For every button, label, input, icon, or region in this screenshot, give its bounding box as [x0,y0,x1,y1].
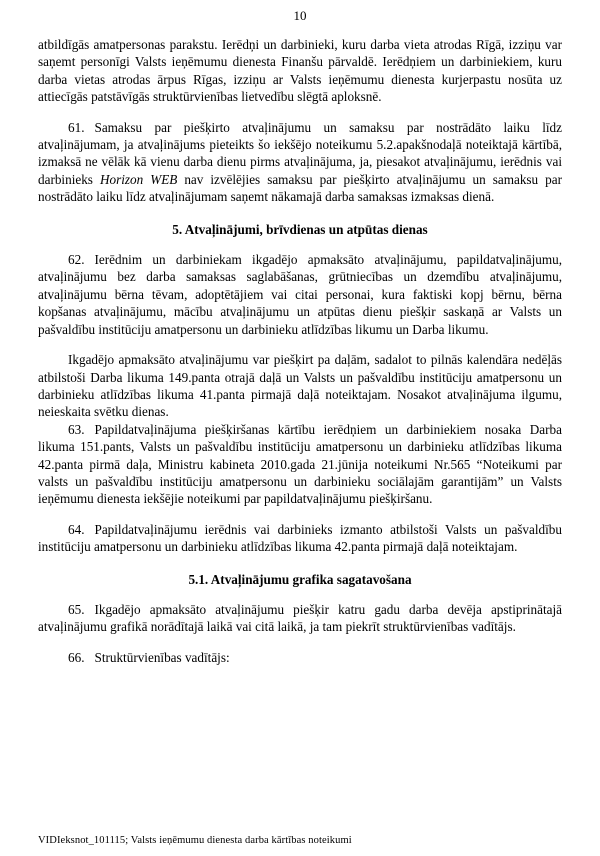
paragraph-62-text: Ierēdnim un darbiniekam ikgadējo apmaksāto atvaļinājumu, papildatvaļinājumu, atvaļinājumu bez darba samaksas saglabāšanas, grūtniecības un dzemdību atvaļinājumu, atvaļinājumu bērna tēvam, adoptētājiem vai citai personai, kura faktiski kopj bērnu, bērna kopšanas atvaļinājumu, mācību atvaļinājumu un atpūtas dienu piešķir saskaņā ar Valsts un pašvaldību institūciju amatpersonu un darbinieku atlīdzības likumu un Darba likumu. [38,252,562,337]
paragraph-62 [38,251,562,338]
page-footer: VIDIeksnot_101115; Valsts ieņēmumu dienesta darba kārtības noteikumi [38,835,352,846]
paragraph-64-text: Papildatvaļinājumu ierēdnis vai darbinieks izmanto atbilstoši Valsts un pašvaldību institūciju amatpersonu un darbinieku atlīdzības likuma 42.panta pirmajā daļā noteiktajam. [38,521,562,555]
paragraph-number-62: 62. [68,252,85,268]
paragraph-number-61: 61. [68,119,85,135]
paragraph-number-63: 63. [68,421,85,437]
section-heading-5: 5. Atvaļinājumi, brīvdienas un atpūtas dienas [172,221,428,237]
sub-heading-5-1: 5.1. Atvaļinājumu grafika sagatavošana [188,571,412,587]
paragraph-number-64: 64. [68,521,85,537]
paragraph-63-text: Papildatvaļinājuma piešķiršanas kārtību ierēdņiem un darbiniekiem nosaka Darba likuma 151.pants, Valsts un pašvaldību institūciju amatpersonu un darbinieku atlīdzības likuma 42.panta pirmā daļa, Ministru kabineta 2010.gada 21.jūnija noteikumi Nr.565 “Noteikumi par valsts un pašvaldību institūciju amatpersonu un darbinieku sociālajām garantijām” un Valsts ieņēmumu dienesta iekšējie noteikumi par papildatvaļinājumu piešķiršanu. [38,421,562,507]
paragraph-number-66: 66. [68,649,85,665]
paragraph-65 [38,601,562,636]
paragraph-61-text-b: nav izvēlējies samaksu par piešķirto atvaļinājumu un samaksu par nostrādāto laiku līdz atvaļinājumam saņemt nākamajā darba samaksas izmaksas dienā. [38,171,562,205]
paragraph-intro: atbildīgās amatpersonas parakstu. Ierēdņi un darbinieki, kuru darba vieta atrodas Rīgā, izziņu var saņemt personīgi Valsts ieņēmumu dienesta Finanšu pārvaldē. Ierēdņiem un darbiniekiem, kuru darba vietas atrodas ārpus Rīgas, izziņu ar Valsts ieņēmumu dienesta kurjerpastu nosūta uz attiecīgās patstāvīgās struktūrvienības lietvedību slēgtā aploksnē. [38,37,562,105]
paragraph-64 [38,521,562,556]
paragraph-66-text: Struktūrvienības vadītājs: [94,649,230,665]
paragraph-62b: Ikgadējo apmaksāto atvaļinājumu var piešķirt pa daļām, sadalot to pilnās kalendāra nedēļās atbilstoši Darba likuma 149.panta otrajā daļā un Valsts un pašvaldību institūciju amatpersonu un darbinieku atlīdzības likuma 41.panta pirmajā daļā noteiktajam. Nosakot atvaļinājuma ilgumu, neieskaita svētku dienas. [38,352,562,420]
paragraph-61 [38,119,562,206]
page-number: 10 [293,8,307,23]
paragraph-63 [38,421,562,508]
paragraph-66 [38,649,562,666]
paragraph-61-text-a: Samaksu par piešķirto atvaļinājumu un samaksu par nostrādāto laiku līdz atvaļinājumam, ja atvaļinājums pieteikts šo iekšējo noteikumu 5.2.apakšnodaļā noteiktajā kārtībā, izmaksā ne vēlāk kā vienu darba dienu pirms atvaļinājuma, ja, piesakot atvaļinājumu, ierēdnis vai darbinieks [38,119,562,187]
paragraph-number-65: 65. [68,601,85,617]
system-name-horizon-web: Horizon WEB [99,171,178,187]
paragraph-65-text: Ikgadējo apmaksāto atvaļinājumu piešķir katru gadu darba devēja apstiprinātajā atvaļinājumu grafikā norādītajā laikā vai citā laikā, ja tam piekrīt struktūrvienības vadītājs. [38,601,562,635]
